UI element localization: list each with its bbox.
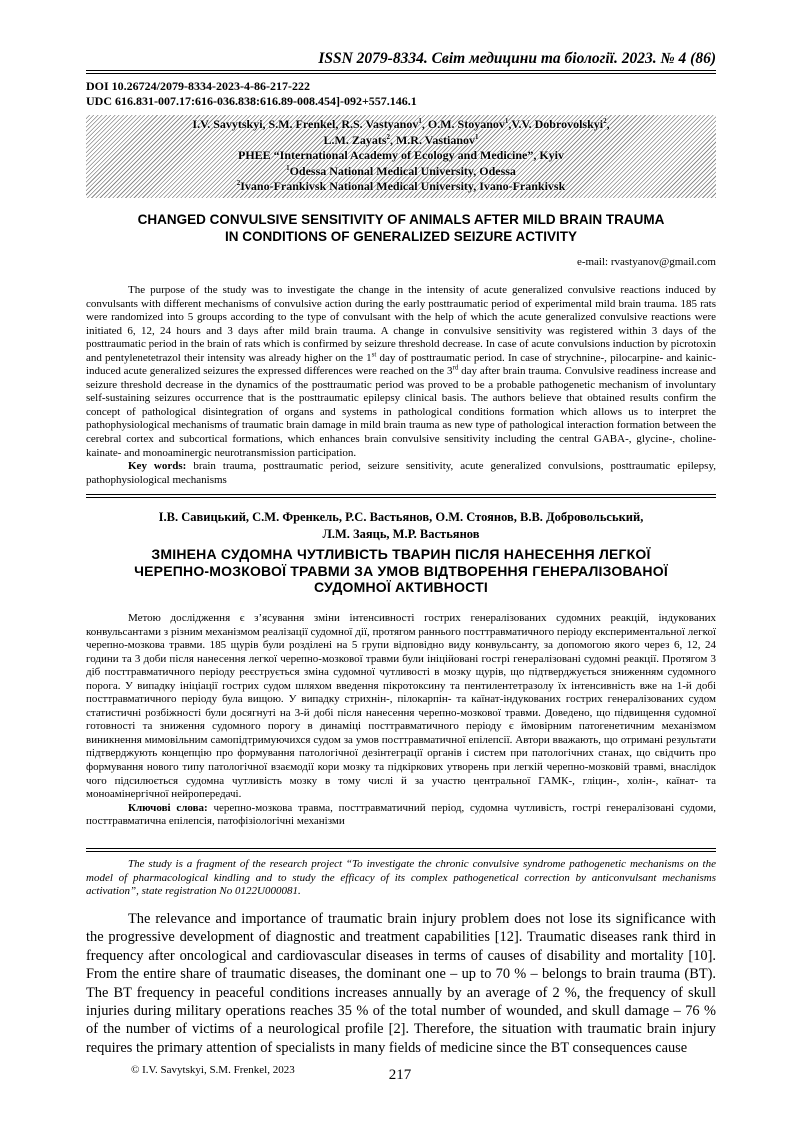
identifiers — [86, 79, 716, 109]
header-rule — [86, 70, 716, 74]
contact-email: e-mail: rvastyanov@gmail.com — [576, 256, 716, 268]
keywords-en: Key words: brain trauma, posttraumatic period, seizure sensitivity, acute generalized convulsions, posttraumatic epilepsy, pathophysiological mechanisms — [86, 460, 716, 486]
article-title-ua: ЗМІНЕНА СУДОМНА ЧУТЛИВІСТЬ ТВАРИН ПІСЛЯ НАНЕСЕННЯ ЛЕГКОЇ ЧЕРЕПНО-МОЗКОВОЇ ТРАВМИ ЗА УМОВ ВІДТВОРЕННЯ ГЕНЕРАЛІЗОВАНОЇ СУДОМНОЇ АКТИВНОСТІ — [134, 546, 668, 595]
page-number: 217 — [388, 1067, 412, 1083]
article-title-en: CHANGED CONVULSIVE SENSITIVITY OF ANIMALS AFTER MILD BRAIN TRAUMA IN CONDITIONS OF GENERALIZED SEIZURE ACTIVITY — [137, 212, 665, 244]
authors-line-2: L.M. Zayats$^2$, M.R. Vastianov$^1$ — [323, 132, 479, 147]
copyright: © I.V. Savytskyi, S.M. Frenkel, 2023 — [131, 1064, 295, 1076]
institution-1: PHEE “International Academy of Ecology and Medicine”, Kyiv — [238, 148, 564, 162]
authors-ua: І.В. Савицький, С.М. Френкель, Р.С. Вастьянов, О.М. Стоянов, В.В. Добровольський, Л.М. Заяць, М.Р. Вастьянов — [158, 510, 644, 541]
abstract-en-text: The purpose of the study was to investigate the change in the intensity of acute generalized convulsive reactions induced by convulsants with different mechanisms of convulsive action during the early posttraumatic period of experimental mild brain trauma. 185 rats were randomized into 5 groups according to the type of convulsant with the help of which the acute generalized convulsive reactions were initiated 6, 12, 24 hours and 3 days after mild brain trauma. A change in convulsive sensitivity was registered within 3 days of the posttraumatic period in the brain of rats which is confirmed by seizure threshold decrease. In case of acute convulsions induction by picrotoxin and pentylenetetrazol their intensity was already higher on the 1st day of posttraumatic period. In case of strychnine-, pilocarpine- and kainic-induced acute generalized seizures the expressed differences were reached on the 3rd day after brain trauma. Convulsive readiness increase and seizure threshold decrease in the dynamics of the posttraumatic period was proved to be a probable pathogenetic mechanism of involuntary self-sustaining seizures occurrence that is the posttraumatic epilepsy clinical basis. The authors believe that obtained results confirm the concept of pathological disintegration of organs and systems in pathological conditions formation which allows us to interpret the pathophysiological mechanisms of traumatic brain damage in mild brain trauma as new type of pathological interaction formation between the cerebral cortex and subcortical formations, which enhances brain convulsive sensitivity including the central GABA-, glycine-, choline-kainate- and monoaminergic neurotransmission participation. — [86, 284, 717, 459]
institution-3: $^2$Ivano-Frankivsk National Medical University, Ivano-Frankivsk — [236, 179, 566, 193]
abstract-ua-text: Метою дослідження є з’ясування зміни інтенсивності гострих генералізованих судомних реакцій, індукованих конвульсантами з різним механізмом реалізації судомної дії, протягом раннього посттравматичного періоду експериментальної легкої черепно-мозкова травми. 185 щурів були розділені на 5 групи відповідно виду конвульсанту, за допомогою якого через 6, 12, 24 години та 3 доби після нанесення легкої черепно-мозкової травми були ініційовані гострі генералізовані судомні реакції. Протягом 3 діб посттравматичного періоду реєструється зміна судомної чутливості в мозку щурів, що підтверджується зниженням судомного порога. У випадку ініціації гострих судом шляхом введення пікротоксину та пентилентетразолу їх інтенсивність вже на 1-й добі посттравматичного періоду була вищою. У випадку стрихнін-, пілокарпін- та каїнат-індукованих гострих генералізованих судом статистичні розбіжності були досягнуті на 3-й добі після нанесення черепно-мозкової травми. Доведено, що підвищення судомної готовності та зниження судомного порогу в динаміці посттравматичного періоду є ймовірним патогенетичним механізмом виникнення мимовільним самопідтримуючихся судом за умов посттравматичної епілепсії. Автори вважають, що отримані результати підтверджують концепцію про формування патологічної дезінтеграції органів і систем при патологічних станах, що свідчить про формування нового типу патологічної взаємодії кори мозку та підкіркових утворень при легкій черепно-мозковій травмі, внаслідок чого підсилюється судомна чутливість мозку в тому числі й за участю центральної ГАМК-, гліцин-, холін-, каїнат- та моноамінергічної нейропередачі. — [86, 612, 716, 801]
authors-line-1: I.V. Savytskyi, S.M. Frenkel, R.S. Vastyanov$^1$, O.M. Stoyanov$^1$,V.V. Dobrovolskyi$^2$, — [192, 117, 610, 131]
author-affiliations — [86, 117, 716, 195]
institution-2: $^1$Odessa National Medical University, Odessa — [286, 163, 516, 178]
abstract-en — [86, 284, 716, 487]
keywords-ua: Ключові слова: черепно-мозкова травма, посттравматичний період, судомна чутливість, гострі генералізовані судоми, посттравматична епілепсія, патофізіологічні механізми — [86, 801, 717, 828]
body-text: The relevance and importance of traumatic brain injury problem does not lose its significance with the progressive development of diagnostic and treatment capabilities [12]. Traumatic diseases rank third in frequency after oncological and cardiovascular diseases in terms of causes of disability and mortality [10]. From the entire share of traumatic diseases, the dominant one – up to 70 % – belongs to brain trauma (BT). The BT frequency in peaceful conditions increases annually by an average of 2 %, the frequency of skull injuries during military operations reaches 35 % of the total number of wounded, and skull damage – 76 % of the number of victims of a neurological profile [2]. Therefore, the situation with traumatic brain injury requires the primary attention of specialists in many fields of medicine since the BT consequences cause — [86, 911, 716, 1056]
section-rule-2 — [86, 848, 716, 852]
udc: UDC 616.831-007.17:616-036.838:616.89-008.454]-092+557.146.1 — [86, 94, 417, 108]
project-note: The study is a fragment of the research project “To investigate the chronic convulsive syndrome pathogenetic mechanisms on the model of pharmacological kindling and to study the efficacy of its complex pathogenetical correction by anticonvulsant mechanisms activation”, state registration No 0122U000081. — [86, 858, 716, 897]
doi: DOI 10.26724/2079-8334-2023-4-86-217-222 — [86, 79, 310, 93]
abstract-ua — [86, 612, 716, 829]
section-rule-1 — [86, 494, 716, 498]
journal-header: ISSN 2079-8334. Світ медицини та біології. 2023. № 4 (86) — [318, 50, 716, 67]
